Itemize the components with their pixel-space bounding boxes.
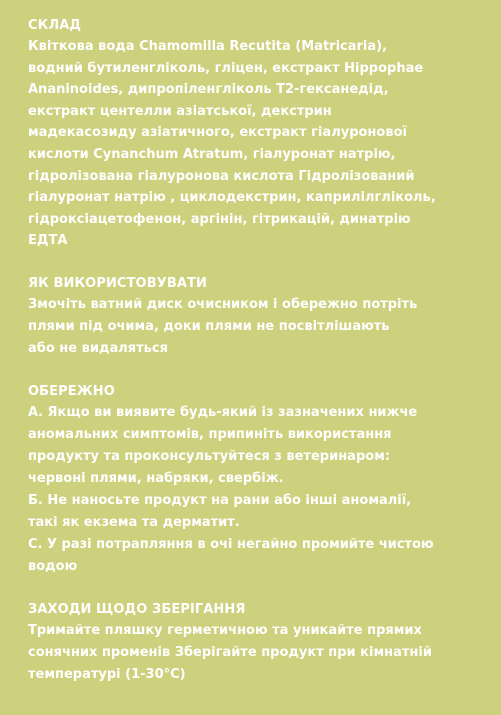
caution-line: продукту та проконсультуйтеся з ветеринаром: bbox=[28, 448, 391, 464]
ingredients-line: ЕДТА bbox=[28, 233, 68, 249]
caution-line: такі як екзема та дерматит. bbox=[28, 514, 240, 530]
usage-line: Змочіть ватний диск очисником і обережно потріть bbox=[28, 296, 418, 312]
ingredients-line: гідроксіацетофенон, аргінін, гітрикацій, динатрію bbox=[28, 211, 411, 227]
storage-section bbox=[28, 600, 487, 686]
caution-line: водою bbox=[28, 558, 78, 574]
usage-section bbox=[28, 274, 487, 360]
storage-line: Тримайте пляшку герметичною та уникайте прямих bbox=[28, 622, 422, 638]
ingredients-line: Квіткова вода Chamomilla Recutita (Matricaria), bbox=[28, 39, 388, 54]
caution-line: С. У разі потрапляння в очі негайно промийте чистою bbox=[28, 536, 434, 552]
ingredients-line: мадекасозиду азіатичного, екстракт гіалуронової bbox=[28, 125, 407, 141]
caution-line: А. Якщо ви виявите будь-який із зазначених нижче bbox=[28, 404, 418, 420]
ingredients-line: гідролізована гіалуронова кислота Гідролізований bbox=[28, 168, 415, 184]
caution-section bbox=[28, 382, 487, 578]
ingredients-line: водний бутиленгліколь, гліцен, екстракт Hippophae bbox=[28, 60, 424, 76]
ingredients-line: кислоти Cynanchum Atratum, гіалуронат натрію, bbox=[28, 146, 396, 162]
storage-line: температурі (1-30°C) bbox=[28, 666, 186, 682]
caution-line: червоні плями, набряки, свербіж. bbox=[28, 470, 284, 486]
storage-heading: ЗАХОДИ ЩОДО ЗБЕРІГАННЯ bbox=[28, 601, 246, 617]
caution-heading: ОБЕРЕЖНО bbox=[28, 383, 115, 399]
caution-line: аномальних симптомів, припиніть використання bbox=[28, 426, 392, 442]
ingredients-line: Ananinoides, дипропіленгліколь Т2-гексанедід, bbox=[28, 82, 389, 98]
ingredients-section bbox=[28, 16, 487, 252]
caution-line: Б. Не наносьте продукт на рани або інші аномалії, bbox=[28, 492, 412, 508]
usage-line: або не видаляться bbox=[28, 340, 168, 356]
ingredients-heading: СКЛАД bbox=[28, 18, 82, 33]
ingredients-line: екстракт центелли азіатської, декстрин bbox=[28, 103, 332, 119]
usage-heading: ЯК ВИКОРИСТОВУВАТИ bbox=[28, 275, 207, 291]
usage-line: плями під очима, доки плями не посвітлішають bbox=[28, 318, 390, 334]
ingredients-line: гіалуронат натрію , циклодекстрин, каприлілгліколь, bbox=[28, 190, 436, 206]
storage-line: сонячних променів Зберігайте продукт при кімнатній bbox=[28, 644, 432, 660]
